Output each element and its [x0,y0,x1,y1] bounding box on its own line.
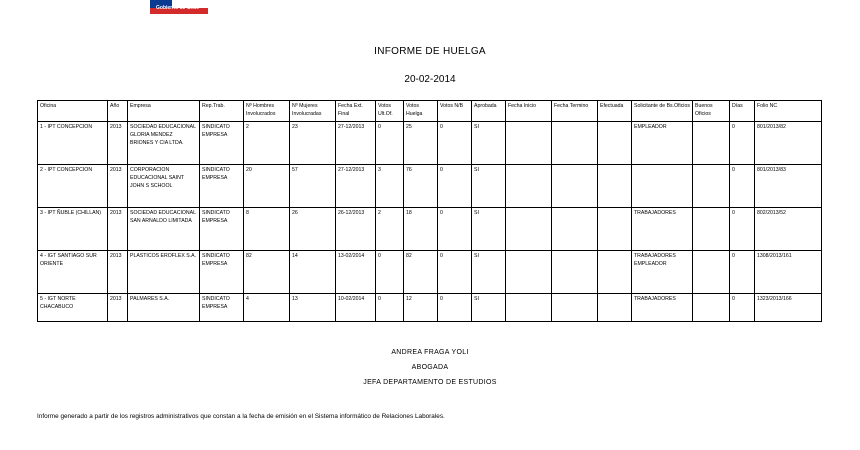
table-cell: 1308/2013/161 [755,251,822,294]
table-cell [552,294,598,322]
table-cell: SI [472,165,506,208]
table-cell [693,122,730,165]
table-cell: 0 [730,294,755,322]
table-cell [506,294,552,322]
table-cell: 802/2013/52 [755,208,822,251]
table-cell: SI [472,251,506,294]
table-header-row [38,101,822,122]
column-header: Solicitante de Bs.Oficios [632,101,693,122]
table-cell: SINDICATO EMPRESA [200,294,244,322]
column-header: Fecha Ext. Final [336,101,376,122]
table-cell: 2013 [108,251,128,294]
table-cell: TRABAJADORES [632,294,693,322]
signatory-role: ABOGADA [411,364,449,371]
table-cell [693,294,730,322]
table-cell [598,294,632,322]
table-cell: 14 [290,251,336,294]
table-cell: 82 [404,251,438,294]
table-cell [506,165,552,208]
table-cell: 25 [404,122,438,165]
table-cell: SOCIEDAD EDUCACIONAL GLORIA MENDEZ BRIONES Y CIA LTDA. [128,122,200,165]
table-cell: 5 - IGT NORTE CHACABUCO [38,294,108,322]
table-row [38,165,822,208]
table-cell: PLASTICOS EROFLEX S.A. [128,251,200,294]
table-cell: 82 [244,251,290,294]
table-cell: 0 [376,122,404,165]
table-cell: SINDICATO EMPRESA [200,251,244,294]
column-header: Folio NC [755,101,822,122]
table-cell: 0 [438,251,472,294]
table-cell: SINDICATO EMPRESA [200,122,244,165]
table-cell: 0 [730,165,755,208]
table-cell: 26-12/2013 [336,208,376,251]
table-cell [552,208,598,251]
table-row [38,208,822,251]
table-cell: 1 - IPT CONCEPCION [38,122,108,165]
table-cell: 0 [730,122,755,165]
column-header: Empresa [128,101,200,122]
table-cell [506,122,552,165]
table-cell [598,208,632,251]
signatory-department: JEFA DEPARTAMENTO DE ESTUDIOS [363,379,497,386]
table-cell: 13 [290,294,336,322]
table-cell: 2 - IPT CONCEPCION [38,165,108,208]
table-cell: 23 [290,122,336,165]
table-cell: 0 [376,251,404,294]
report-date: 20-02-2014 [404,74,456,85]
table-cell [552,251,598,294]
table-cell: 0 [730,251,755,294]
table-cell: TRABAJADORES [632,208,693,251]
table-cell [506,208,552,251]
logo-caption: Gobierno de Chile [156,5,200,11]
table-cell: SI [472,208,506,251]
signatory-name: ANDREA FRAGA YOLI [391,349,469,356]
column-header: Fecha Inicio [506,101,552,122]
column-header: Votos Huelga [404,101,438,122]
table-cell [598,165,632,208]
column-header: Días [730,101,755,122]
table-cell: 2 [244,122,290,165]
table-cell: 18 [404,208,438,251]
table-cell: 26 [290,208,336,251]
strike-table [37,100,822,322]
column-header: Nº Mujeres Involucradas [290,101,336,122]
table-cell: PALMARES S.A. [128,294,200,322]
table-cell [693,251,730,294]
table-cell: 2013 [108,208,128,251]
table-cell [552,122,598,165]
table-cell: 57 [290,165,336,208]
table-cell [598,122,632,165]
table-cell: 0 [376,294,404,322]
table-cell [632,165,693,208]
table-cell: SINDICATO EMPRESA [200,165,244,208]
table-cell: 0 [438,294,472,322]
table-cell: 1323/2013/166 [755,294,822,322]
table-cell: 2 [376,208,404,251]
table-cell [693,165,730,208]
report-title: INFORME DE HUELGA [374,46,486,57]
table-cell: SI [472,294,506,322]
table-cell: 8 [244,208,290,251]
table-cell: 0 [438,122,472,165]
table-cell: 0 [438,165,472,208]
table-cell: 27-12/2013 [336,122,376,165]
table-cell: SI [472,122,506,165]
table-cell: 3 - IPT ÑUBLE (CHILLAN) [38,208,108,251]
table-cell [598,251,632,294]
table-cell: 13-02/2014 [336,251,376,294]
table-cell: 4 [244,294,290,322]
table-cell: 20 [244,165,290,208]
report-footer-note: Informe generado a partir de los registros administrativos que constan a la fecha de emisión en el Sistema informático de Relaciones Laborales. [37,413,445,420]
table-cell: 27-12/2013 [336,165,376,208]
table-cell [506,251,552,294]
column-header: Votos N/B [438,101,472,122]
column-header: Buenos Oficios [693,101,730,122]
table-cell [693,208,730,251]
table-cell: TRABAJADORES EMPLEADOR [632,251,693,294]
table-cell [552,165,598,208]
table-cell: 10-02/2014 [336,294,376,322]
column-header: Aprobada [472,101,506,122]
table-cell: 801/2013/83 [755,165,822,208]
table-cell: 2013 [108,165,128,208]
table-cell: 801/2013/82 [755,122,822,165]
table-row [38,251,822,294]
column-header: Rep.Trab. [200,101,244,122]
column-header: Votos Ult.Of. [376,101,404,122]
column-header: Efectuada [598,101,632,122]
table-cell: CORPORACION EDUCACIONAL SAINT JOHN S SCHOOL [128,165,200,208]
table-row [38,294,822,322]
table-cell: SOCIEDAD EDUCACIONAL SAN ARNALDO LIMITADA [128,208,200,251]
table-cell: EMPLEADOR [632,122,693,165]
table-cell: 0 [730,208,755,251]
table-cell: SINDICATO EMPRESA [200,208,244,251]
table-cell: 3 [376,165,404,208]
table-cell: 76 [404,165,438,208]
table-cell: 2013 [108,294,128,322]
column-header: Nº Hombres Involucrados [244,101,290,122]
table-cell: 4 - IGT SANTIAGO SUR ORIENTE [38,251,108,294]
table-cell: 12 [404,294,438,322]
table-cell: 2013 [108,122,128,165]
table-row [38,122,822,165]
column-header: Fecha Termino [552,101,598,122]
column-header: Oficina [38,101,108,122]
column-header: Año [108,101,128,122]
table-cell: 0 [438,208,472,251]
